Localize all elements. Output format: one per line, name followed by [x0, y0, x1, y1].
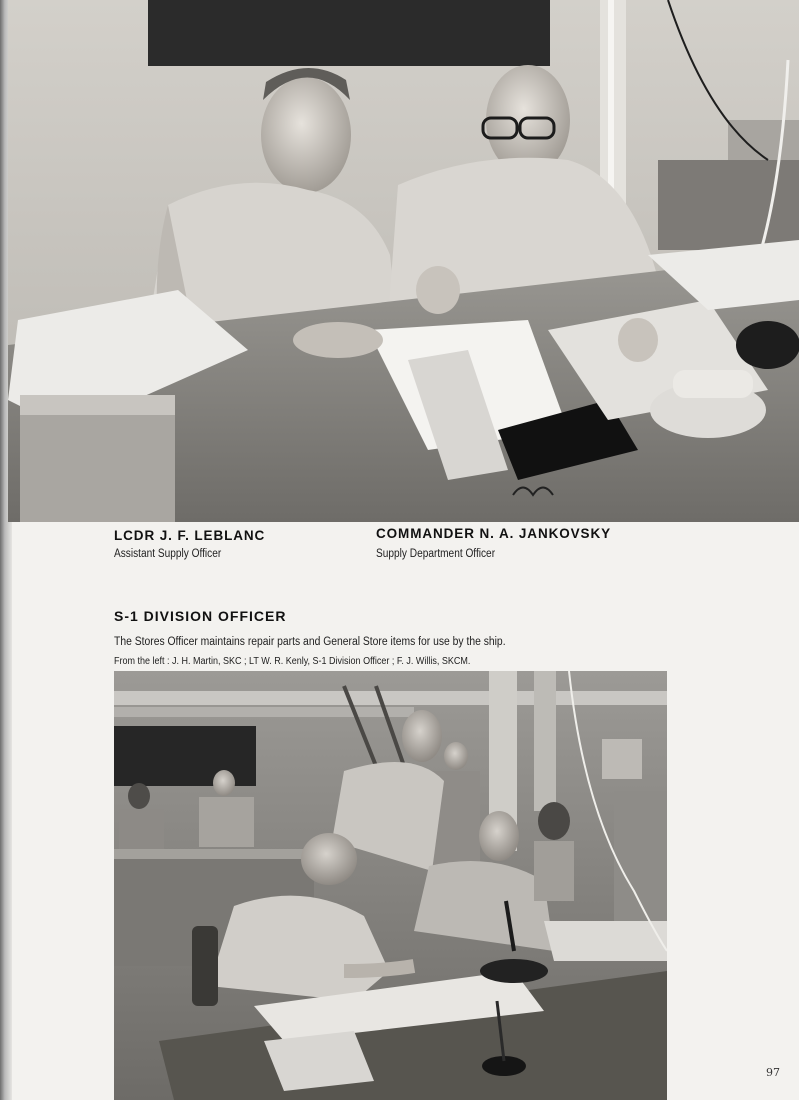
section-heading: S-1 DIVISION OFFICER	[114, 608, 287, 624]
officer-name-jankovsky: COMMANDER N. A. JANKOVSKY	[376, 526, 612, 541]
officer-title-jankovsky: Supply Department Officer	[376, 548, 496, 560]
officers-photo	[8, 0, 799, 522]
division-description: The Stores Officer maintains repair parts and General Store items for use by the ship.	[114, 636, 506, 648]
officer-name-leblanc: LCDR J. F. LEBLANC	[114, 528, 266, 543]
stores-office-photo	[114, 671, 667, 1100]
officer-title-leblanc: Assistant Supply Officer	[114, 548, 222, 560]
photo-credit: From the left : J. H. Martin, SKC ; LT W. R. Kenly, S-1 Division Officer ; F. J. Willis, SKCM.	[114, 656, 471, 667]
page-number: 97	[766, 1066, 780, 1079]
